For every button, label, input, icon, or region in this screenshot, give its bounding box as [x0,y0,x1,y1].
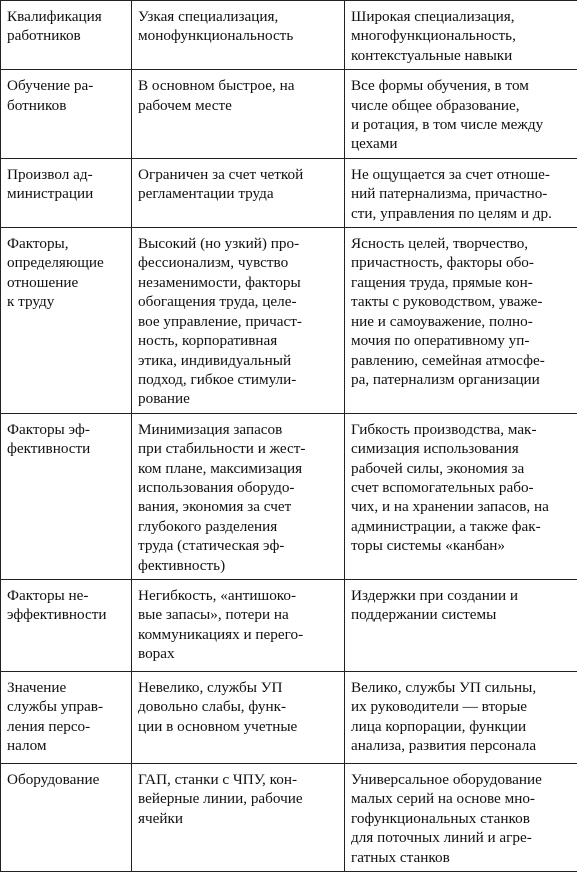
row-label: Факторы, определяющие отношение к труду [7,234,126,312]
narrow-specialization-cell [132,1,345,70]
row-label: Квалификация работников [7,7,126,46]
table-row [1,1,577,70]
row-label-cell [1,158,132,227]
table-row [1,158,577,227]
narrow-specialization-text: Негибкость, «антишоко- вые запасы», потери на коммуникациях и перего- ворах [138,586,339,664]
broad-specialization-cell [345,1,577,70]
row-label: Факторы не- эффективности [7,586,126,625]
narrow-specialization-cell [132,671,345,763]
broad-specialization-text: Универсальное оборудование малых серий на основе мно- гофункциональных станков для поточных линий и агре- гатных станков [351,770,577,867]
table-row [1,579,577,671]
table-row [1,413,577,579]
narrow-specialization-text: Минимизация запасов при стабильности и жест- ком плане, максимизация использования оборудо- вания, экономия за счет глубокого разделения труда (статическая эф- фективность) [138,420,339,575]
row-label: Факторы эф- фективности [7,420,126,459]
row-label-cell [1,671,132,763]
broad-specialization-cell [345,228,577,414]
row-label: Оборудование [7,770,126,789]
row-label-cell [1,70,132,159]
table-row [1,763,577,871]
table-row [1,228,577,414]
table-row [1,671,577,763]
narrow-specialization-text: ГАП, станки с ЧПУ, кон- вейерные линии, рабочие ячейки [138,770,339,828]
narrow-specialization-text: Высокий (но узкий) про- фессионализм, чувство незаменимости, факторы обогащения труда, целе- вое управление, причаст- ность, корпоративная этика, индивидуальный подход, гибкое стимули- рование [138,234,339,409]
row-label-cell [1,413,132,579]
broad-specialization-cell [345,763,577,871]
broad-specialization-cell [345,413,577,579]
broad-specialization-text: Издержки при создании и поддержании системы [351,586,577,625]
table-row [1,70,577,159]
row-label-cell [1,579,132,671]
narrow-specialization-text: Невелико, службы УП довольно слабы, функ- ции в основном учетные [138,678,339,736]
narrow-specialization-cell [132,228,345,414]
row-label-cell [1,763,132,871]
broad-specialization-text: Ясность целей, творчество, причастность, факторы обо- гащения труда, прямые кон- такты с руководством, уваже- ние и самоуважение, полно- мочия по оперативному уп- равлению, семейная атмосфе- ра, патернализм организации [351,234,577,389]
row-label: Обучение ра- ботников [7,76,126,115]
broad-specialization-text: Гибкость производства, мак- симизация использования рабочей силы, экономия за счет вспомогательных рабо- чих, и на хранении запасов, на администрации, а также фак- торы системы «канбан» [351,420,577,556]
row-label-cell [1,1,132,70]
row-label: Значение службы управ- ления персо- налом [7,678,126,756]
narrow-specialization-text: Узкая специализация, монофункциональность [138,7,339,46]
narrow-specialization-cell [132,70,345,159]
table-body [1,1,577,872]
broad-specialization-cell [345,70,577,159]
narrow-specialization-text: Ограничен за счет четкой регламентации труда [138,165,339,204]
broad-specialization-text: Не ощущается за счет отноше- ний патернализма, причастно- сти, управления по целям и др. [351,165,577,223]
broad-specialization-cell [345,158,577,227]
narrow-specialization-text: В основном быстрое, на рабочем месте [138,76,339,115]
broad-specialization-cell [345,671,577,763]
narrow-specialization-cell [132,763,345,871]
broad-specialization-text: Все формы обучения, в том числе общее образование, и ротация, в том числе между цехами [351,76,577,154]
broad-specialization-cell [345,579,577,671]
row-label-cell [1,228,132,414]
broad-specialization-text: Широкая специализация, многофункциональность, контекстуальные навыки [351,7,577,65]
row-label: Произвол ад- министрации [7,165,126,204]
narrow-specialization-cell [132,158,345,227]
narrow-specialization-cell [132,413,345,579]
narrow-specialization-cell [132,579,345,671]
broad-specialization-text: Велико, службы УП сильны, их руководители — вторые лица корпорации, функции анализа, развития персонала [351,678,577,756]
